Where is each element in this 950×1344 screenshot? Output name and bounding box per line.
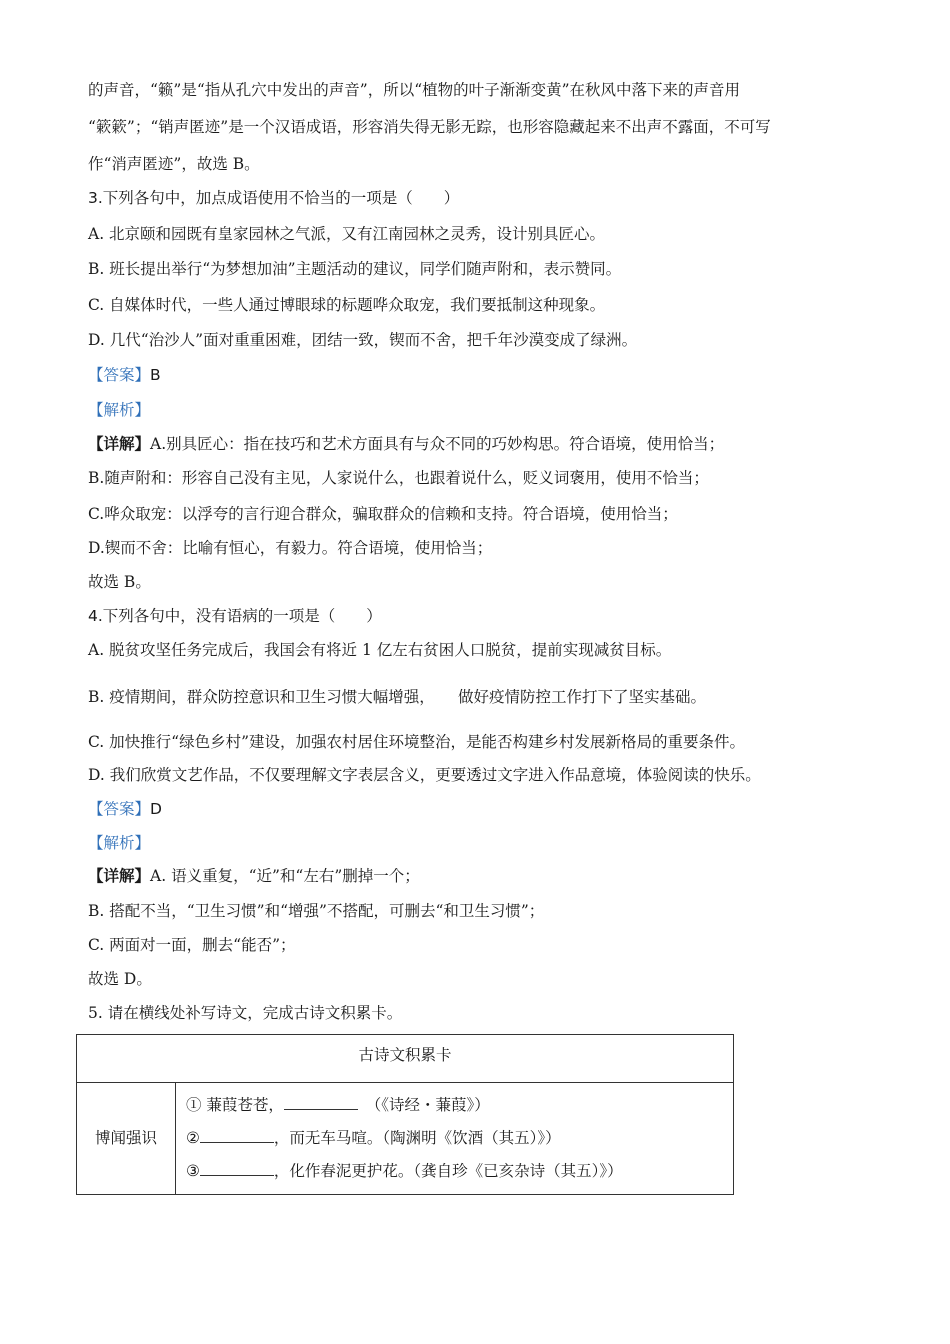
poetry-card xyxy=(76,1034,734,1195)
question-number: 4. xyxy=(88,607,103,625)
answer-blank[interactable] xyxy=(284,1095,358,1110)
question-4-stem xyxy=(88,606,382,626)
question-4-option: D. 我们欣赏文艺作品，不仅要理解文字表层含义，更要透过文字进入作品意境，体验阅读的快乐。 xyxy=(88,766,761,784)
line-suffix: （《诗经・蒹葭》） xyxy=(357,1096,490,1114)
detail-line xyxy=(88,434,724,454)
question-text: 下列各句中，加点成语使用不恰当的一项是（ ） xyxy=(102,189,460,207)
analysis-tag: 【解析】 xyxy=(88,401,151,419)
question-3-option: C. 自媒体时代，一些人通过博眼球的标题哗众取宠，我们要抵制这种现象。 xyxy=(88,296,606,314)
detail-line: C.哗众取宠：以浮夸的言行迎合群众，骗取群众的信赖和支持。符合语境，使用恰当； xyxy=(88,505,678,523)
fill-in-line xyxy=(186,1126,561,1148)
detail-line xyxy=(88,866,420,886)
line-prefix: ③ xyxy=(186,1162,200,1180)
line-suffix: ，化作春泥更护花。（龚自珍《已亥杂诗（其五）》） xyxy=(273,1162,623,1180)
line-suffix: ，而无车马喧。（陶渊明《饮酒（其五）》） xyxy=(273,1129,561,1147)
answer-value: D xyxy=(150,800,162,818)
line-prefix: ② xyxy=(186,1129,200,1147)
question-5-stem: 5. 请在横线处补写诗文，完成古诗文积累卡。 xyxy=(88,1004,403,1022)
fill-in-line xyxy=(186,1159,623,1181)
detail-text: A. 语义重复，“近”和“左右”删掉一个； xyxy=(150,867,420,885)
detail-text: A.别具匠心：指在技巧和艺术方面具有与众不同的巧妙构思。符合语境，使用恰当； xyxy=(150,435,725,453)
question-4-option: A. 脱贫攻坚任务完成后，我国会有将近 1 亿左右贫困人口脱贫，提前实现减贫目标。 xyxy=(88,641,672,659)
answer-blank[interactable] xyxy=(200,1161,274,1176)
card-row-label: 博闻强识 xyxy=(77,1082,176,1194)
answer-tag: 【答案】 xyxy=(88,800,151,818)
question-text: 下列各句中，没有语病的一项是（ ） xyxy=(102,607,382,625)
analysis-tag: 【解析】 xyxy=(88,834,151,852)
detail-line: B.随声附和：形容自己没有主见，人家说什么，也跟着说什么，贬义词褒用，使用不恰当； xyxy=(88,469,709,487)
line-prefix: ① 蒹葭苍苍， xyxy=(186,1096,284,1114)
question-4-option: B. 疫情期间，群众防控意识和卫生习惯大幅增强， 做好疫情防控工作打下了坚实基础。 xyxy=(88,688,706,706)
answer-value: B xyxy=(150,366,161,384)
question-3-option: A. 北京颐和园既有皇家园林之气派，又有江南园林之灵秀，设计别具匠心。 xyxy=(88,225,606,243)
answer-tag: 【答案】 xyxy=(88,366,151,384)
question-number: 3. xyxy=(88,189,103,207)
question-3-stem xyxy=(88,188,459,208)
answer-blank[interactable] xyxy=(200,1128,274,1143)
detail-line: 故选 D。 xyxy=(88,970,152,988)
detail-line: 故选 B。 xyxy=(88,573,151,591)
question-4-option: C. 加快推行“绿色乡村”建设，加强农村居住环境整治，是能否构建乡村发展新格局的重要条件。 xyxy=(88,733,746,751)
answer-line xyxy=(88,365,161,385)
detail-line: C. 两面对一面，删去“能否”； xyxy=(88,936,296,954)
paragraph-line: 的声音，“籁”是“指从孔穴中发出的声音”，所以“植物的叶子渐渐变黄”在秋风中落下来的声音用 xyxy=(88,81,741,99)
card-title: 古诗文积累卡 xyxy=(77,1035,733,1083)
question-3-option: D. 几代“治沙人”面对重重困难，团结一致，锲而不舍，把千年沙漠变成了绿洲。 xyxy=(88,331,638,349)
question-3-option: B. 班长提出举行“为梦想加油”主题活动的建议，同学们随声附和，表示赞同。 xyxy=(88,260,622,278)
paragraph-line: 作“消声匿迹”，故选 B。 xyxy=(88,155,260,173)
paragraph-line: “簌簌”；“销声匿迹”是一个汉语成语，形容消失得无影无踪，也形容隐藏起来不出声不露面，不可写 xyxy=(88,118,771,136)
detail-line: D.锲而不舍：比喻有恒心，有毅力。符合语境，使用恰当； xyxy=(88,539,493,557)
detail-line: B. 搭配不当，“卫生习惯”和“增强”不搭配，可删去“和卫生习惯”； xyxy=(88,902,545,920)
answer-line xyxy=(88,799,162,819)
detail-tag: 【详解】 xyxy=(88,434,151,453)
fill-in-line xyxy=(186,1093,490,1115)
detail-tag: 【详解】 xyxy=(88,866,151,885)
